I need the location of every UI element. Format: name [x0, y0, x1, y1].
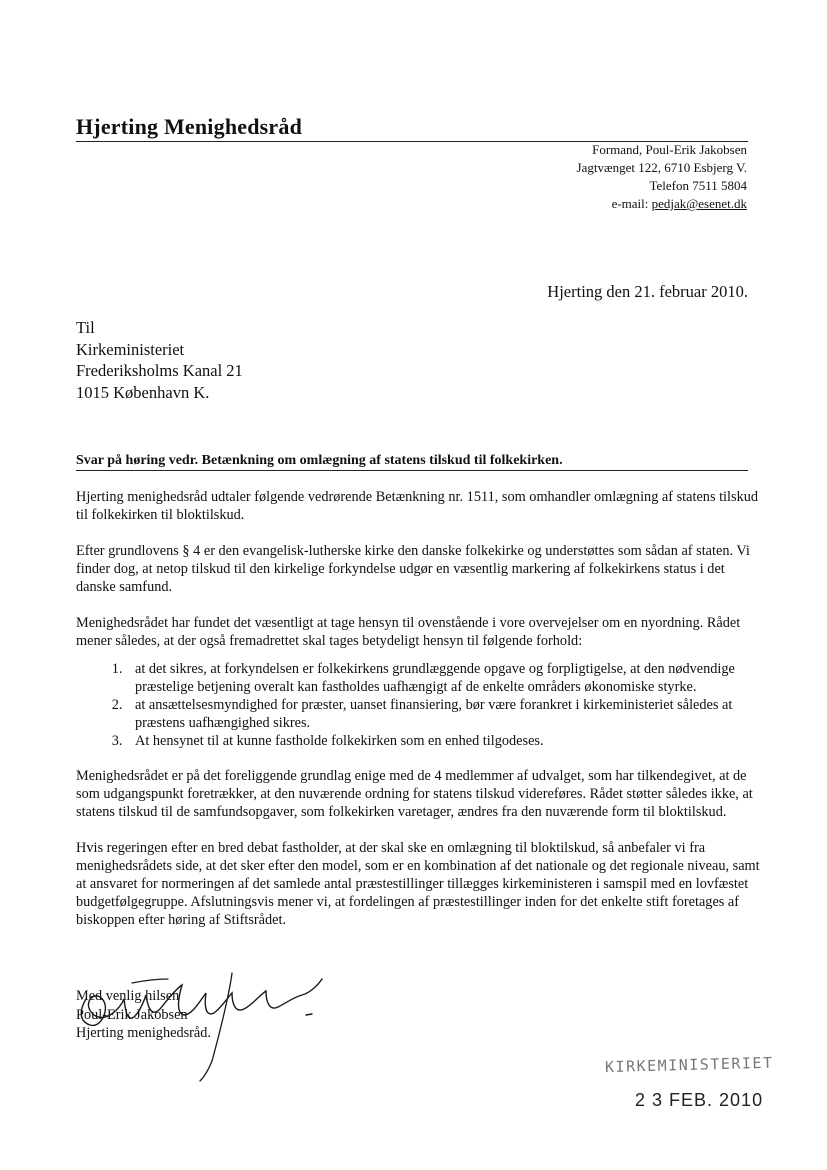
list-item: 2. at ansættelsesmyndighed for præster, uanset finansiering, bør være forankret i kirkeministeriet således at præstens uafhængighed sikres.: [126, 696, 760, 732]
recipient-line: Kirkeministeriet: [76, 339, 185, 359]
signer-name: Poul-Erik Jakobsen: [76, 1006, 188, 1023]
letterhead-organization: Hjerting Menighedsråd: [76, 114, 303, 139]
stamp-organization: KIRKEMINISTERIET: [604, 1053, 774, 1077]
letter-date: Hjerting den 21. februar 2010.: [547, 282, 748, 301]
recipient-block: [76, 317, 243, 403]
list-item: 1. at det sikres, at forkyndelsen er folkekirkens grundlæggende opgave og forpligtigelse, at den nødvendige præstelige betjening overalt kan fastholdes uafhængigt af de enkelte områders økonomiske styrke.: [126, 660, 760, 696]
subject-divider: [76, 470, 748, 471]
sender-block: [577, 141, 747, 213]
letter-body: [76, 488, 760, 947]
email-link[interactable]: pedjak@esenet.dk: [651, 196, 747, 211]
recipient-line: Til: [76, 318, 95, 337]
email-label: e-mail:: [611, 196, 652, 211]
body-paragraph: Hvis regeringen efter en bred debat fastholder, at der skal ske en omlægning til bloktilskud, så anbefaler vi fra menighedsrådets side, at det sker efter den model, som er en kombination af det nationale og det regionale niveau, samt at ansvaret for normeringen af det samlede antal præstestillinger tillægges kirkeministeren i samspil med en lovfæstet budgetfølgegruppe. Afslutningsvis mener vi, at fordelingen af præstestillinger inden for det enkelte stift foretages af biskoppen efter høring af Stiftsrådet.: [76, 840, 760, 928]
list-item: 3. At hensynet til at kunne fastholde folkekirken som en enhed tilgodeses.: [126, 732, 760, 750]
sender-email-line: [577, 195, 747, 213]
closing-greeting: Med venlig hilsen: [76, 988, 180, 1004]
closing-block: [76, 987, 211, 1043]
recipient-line: Frederiksholms Kanal 21: [76, 361, 243, 380]
body-paragraph: Menighedsrådet har fundet det væsentligt at tage hensyn til ovenstående i vore overvejelser om en nyordning. Rådet mener således, at der også fremadrettet skal tages betydeligt hensyn til følgende forhold:: [76, 615, 741, 649]
body-paragraph: Hjerting menighedsråd udtaler følgende vedrørende Betænkning nr. 1511, som omhandler omlægning af statens tilskud til folkekirken til bloktilskud.: [76, 489, 759, 523]
conditions-list: [76, 660, 760, 750]
letter-subject: Svar på høring vedr. Betænkning om omlægning af statens tilskud til folkekirken.: [76, 453, 563, 468]
sender-address: Jagtvænget 122, 6710 Esbjerg V.: [576, 160, 747, 175]
body-paragraph: Menighedsrådet er på det foreliggende grundlag enige med de 4 medlemmer af udvalget, som har tilkendegivet, at de som udgangspunkt foretrækker, at den nuværende ordning for statens tilskud videreføres. Rådet støtter således ikke, at statens tilskud til de samfundsopgaver, som folkekirken varetager, ændres fra den nuværende form til bloktilskud.: [76, 768, 753, 820]
body-paragraph: Efter grundlovens § 4 er den evangelisk-lutherske kirke den danske folkekirke og understøttes som sådan af staten. Vi finder dog, at netop tilskud til den kirkelige forkyndelse udgør en væsentlig markering af folkekirkens status i det danske samfund.: [76, 543, 750, 595]
received-stamp: [604, 1053, 774, 1111]
signer-organization: Hjerting menighedsråd.: [76, 1025, 211, 1041]
sender-phone: Telefon 7511 5804: [649, 178, 747, 193]
sender-title: Formand, Poul-Erik Jakobsen: [592, 142, 747, 157]
stamp-date: 2 3 FEB. 2010: [635, 1090, 764, 1110]
recipient-line: 1015 København K.: [76, 382, 210, 402]
